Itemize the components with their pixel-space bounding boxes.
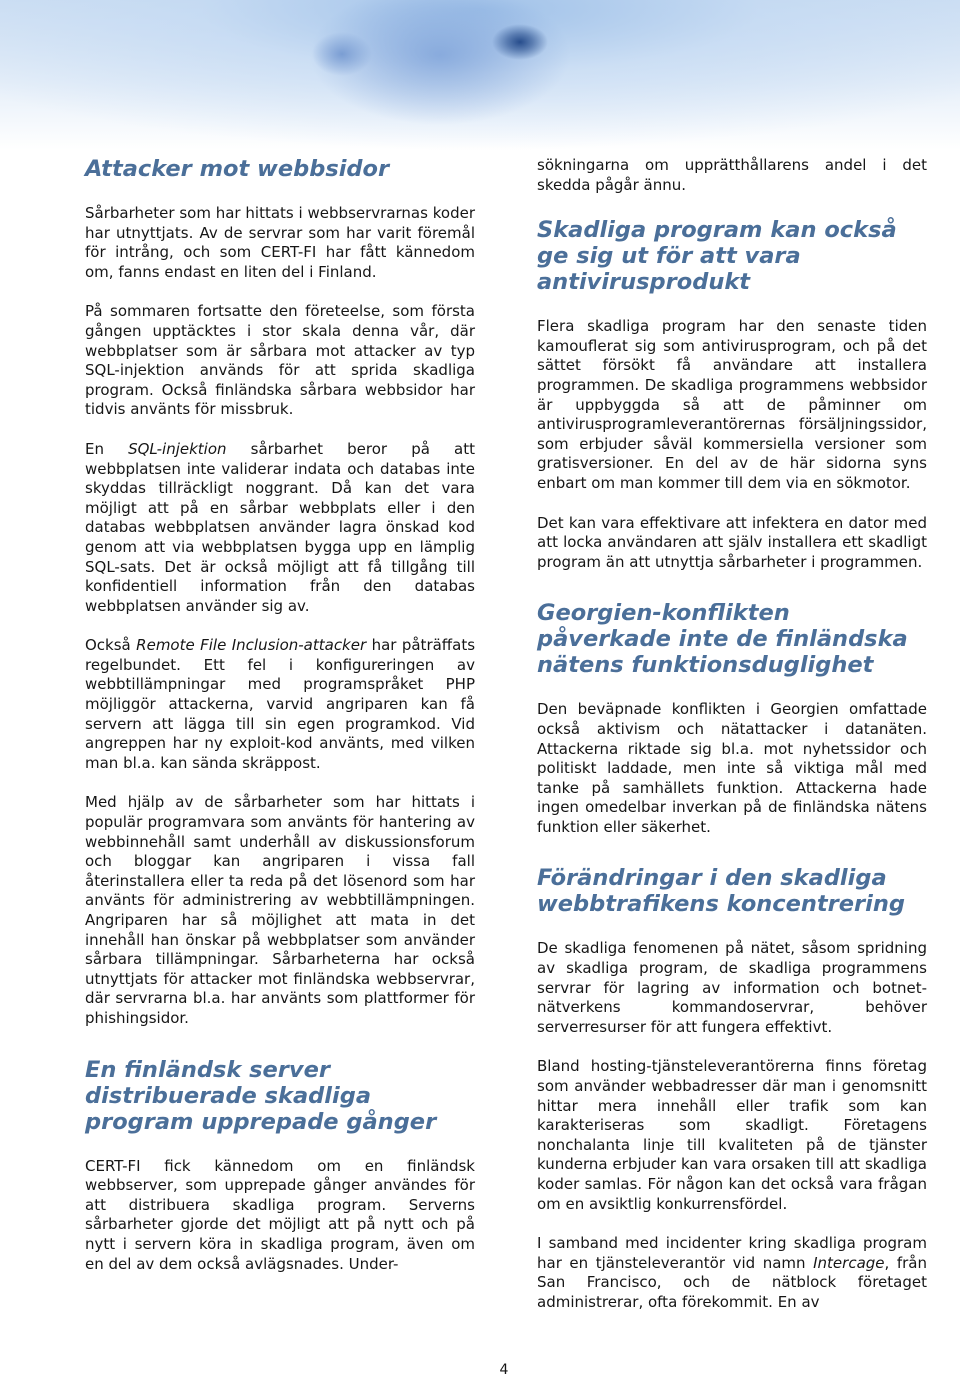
heading-skadliga-program: Skadliga program kan också ge sig ut för att vara antivirusprodukt	[537, 217, 897, 296]
paragraph: CERT-FI fick kännedom om en finländsk webbserver, som upprepade gånger användes för att distribuera skadliga program. Serverns sårbarheter gjorde det möjligt att på nytt och på nytt i servern köra in skadliga program, även om en del av dem också avlägsnades. Under-	[85, 1156, 475, 1273]
header-banner-graphic	[0, 0, 960, 150]
heading-forandringar: Förändringar i den skadliga webbtrafikens koncentrering	[537, 865, 905, 918]
paragraph: Det kan vara effektivare att infektera en dator med att locka användaren att själv installera ett skadligt program än att utnyttja sårbarheter i programmen.	[537, 513, 927, 571]
heading-attacker-mot-webbsidor: Attacker mot webbsidor	[85, 156, 390, 182]
paragraph: Med hjälp av de sårbarheter som har hittats i populär programvara som använts för hantering av webbinnehåll samt underhåll av diskussionsforum och bloggar kan angriparen i vissa fall återinstallera eller ta reda på det lösenord som har använts för administrering av webbtillämpningen. Angriparen har så möjlighet att mata in det innehåll han önskar på webbplatser som använder sårbara tillämpningar. Sårbarheterna har också utnyttjats för attacker mot finländska webbservrar, där servrarna bl.a. har använts som plattformer för phishingsidor.	[85, 793, 475, 1027]
paragraph	[85, 440, 475, 616]
text-run: sårbarhet beror på att webbplatsen inte validerar indata och databas inte skyddas tillräckligt noggrant. Då kan det vara möjligt att på en sårbar webbplats eller i den databas webbplatsen använder lagra önskad kod genom att via webbplatsen bygga upp en lämplig SQL-sats. Det är också möjligt att få tillgång till konfidentiell information från den databas webbplatsen använder sig av.	[85, 439, 475, 615]
paragraph: Flera skadliga program har den senaste tiden kamouflerat sig som antivirusprogram, och på det sättet försökt få användare att installera programmen. De skadliga programmens webbsidor är uppbyggda så att de påminner om antivirusprogramleverantörernas försäljningssidor, som erbjuder såväl kommersiella versioner som gratisversioner. En del av de här sidorna syns enbart om man kommer till dem via en sökmotor.	[537, 317, 927, 492]
paragraph: Den beväpnade konflikten i Georgien omfattade också aktivism och nätattacker i datanäten. Attackerna riktade sig bl.a. mot nyhetssidor och politiskt laddade, men inte så viktiga mål med tanke på samhällets funktion. Attackerna hade ingen omedelbar inverkan på de finländska nätens funktion eller säkerhet.	[537, 700, 927, 836]
italic-term: Intercage	[813, 1253, 885, 1272]
page-number: 4	[499, 1362, 509, 1378]
paragraph: sökningarna om upprätthållarens andel i det skedda pågår ännu.	[537, 156, 927, 194]
text-run: Också	[85, 636, 137, 655]
left-column	[85, 156, 475, 1274]
paragraph: På sommaren fortsatte den företeelse, som första gången upptäcktes i stor skala denna vår, där webbplatser som är sårbara mot attacker av typ SQL-injektion används för att sprida skadliga program. Också finländska sårbara webbsidor har tidvis använts för missbruk.	[85, 302, 475, 419]
paragraph: Bland hosting-tjänsteleverantörerna finns företag som använder webbadresser där man i genomsnitt hittar mera innehåll eller trafik som kan karakteriseras som skadligt. Företagens nonchalanta linje till kvaliteten på de tjänster kunderna erbjuder kan vara orsaken till att skadliga koder samlas. För någon kan det också vara frågan om en avsiktlig konkurrensfördel.	[537, 1057, 927, 1213]
italic-term: Remote File Inclusion-attacker	[136, 636, 367, 655]
text-run: I samband med incidenter kring skadliga program har en tjänsteleverantör vid namn	[537, 1234, 927, 1272]
paragraph: De skadliga fenomenen på nätet, såsom spridning av skadliga program, de skadliga programmens servrar för lagring av information och botnet-nätverkens kommandoservrar, behöver serverresurser för att fungera effektivt.	[537, 939, 927, 1036]
italic-term: SQL-injektion	[128, 439, 227, 458]
paragraph: Sårbarheter som har hittats i webbservrarnas koder har utnyttjats. Av de servrar som har varit föremål för intrång, och som CERT-FI har fått kännedom om, fanns endast en liten del i Finland.	[85, 204, 475, 281]
text-run: , från San Francisco, och de nätblock företaget administrerar, ofta förekommit. En av	[537, 1253, 928, 1311]
heading-finlandsk-server: En finländsk server distribuerade skadliga program upprepade gånger	[85, 1056, 437, 1135]
paragraph	[85, 636, 475, 773]
heading-georgien-konflikten: Georgien-konflikten påverkade inte de finländska nätens funktionsduglighet	[537, 600, 908, 679]
paragraph	[537, 1234, 927, 1312]
text-run: En	[85, 439, 129, 458]
right-column	[537, 156, 927, 1313]
text-run: har påträffats regelbundet. Ett fel i konfigureringen av webbtillämpningar med programspråket PHP möjliggör attackerna, varvid angriparen kan få servern att lägga till sin egen programkod. Vid angreppen har ny exploit-kod använts, med vilken man bl.a. kan sända skräppost.	[85, 636, 476, 772]
